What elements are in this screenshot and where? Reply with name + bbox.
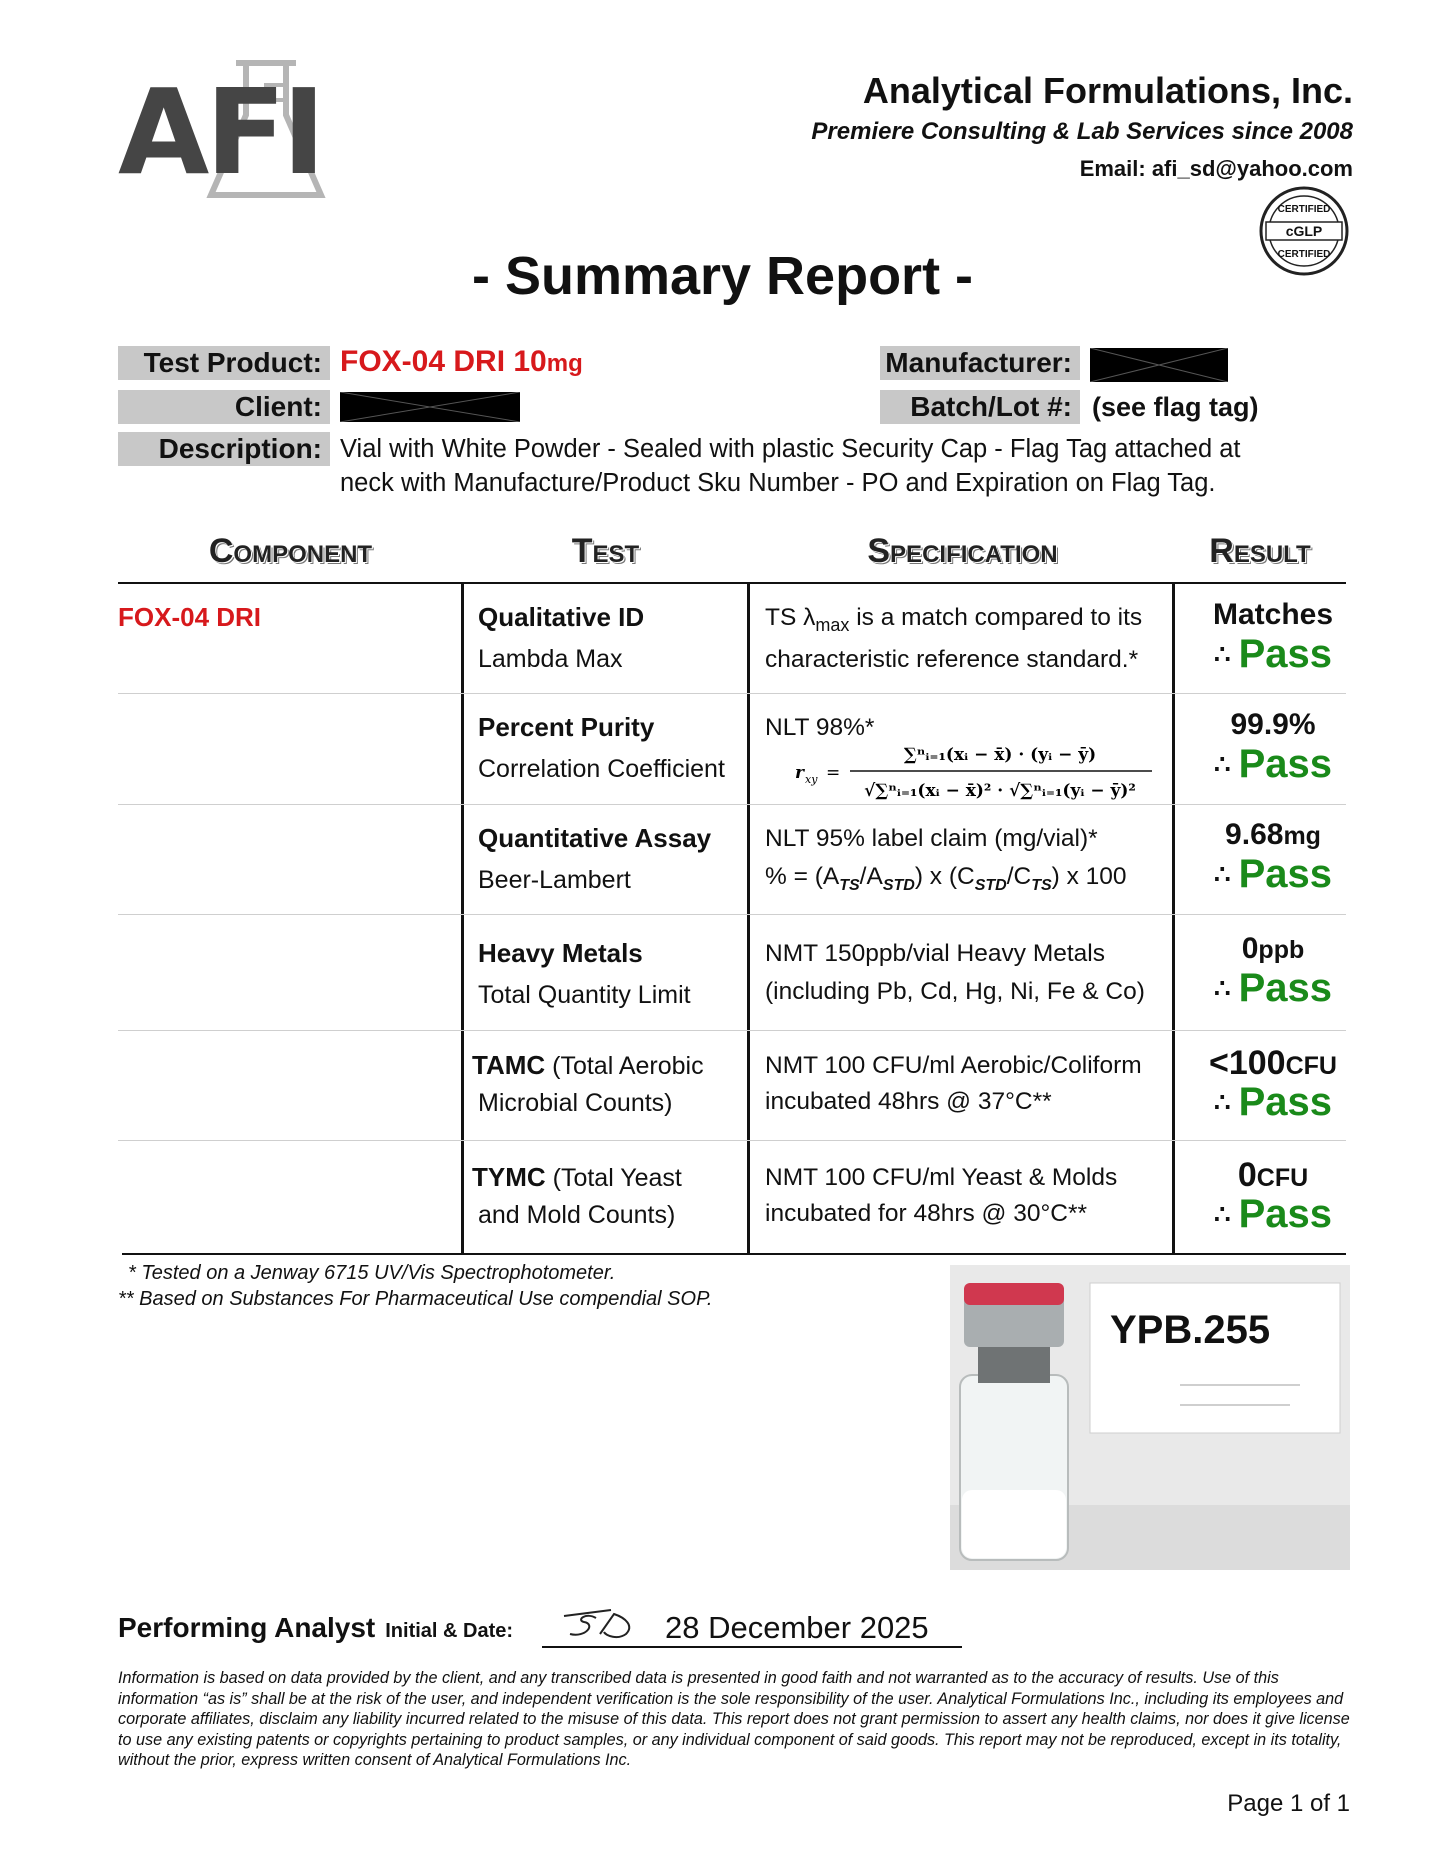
- table-top-rule: [118, 582, 1346, 584]
- header-component: Component: [208, 532, 373, 570]
- test-sub: Correlation Coefficient: [478, 755, 725, 783]
- test-sub: Beer-Lambert: [478, 866, 631, 894]
- result-value: Matches: [1212, 598, 1334, 631]
- spec-line-2: incubated for 48hrs @ 30°C**: [765, 1200, 1088, 1227]
- test-name: TAMC: [472, 1050, 546, 1080]
- pass-indicator: ∴ Pass: [1214, 1080, 1332, 1124]
- page-number: Page 1 of 1: [1227, 1790, 1350, 1817]
- spec-line-2: incubated 48hrs @ 37°C**: [765, 1088, 1052, 1115]
- formula-lhs: r: [795, 763, 804, 783]
- batch-label: Batch/Lot #:: [880, 390, 1080, 424]
- test-product-label: Test Product:: [118, 346, 330, 380]
- analyst-signature: [556, 1604, 646, 1646]
- test-name: Quantitative Assay: [478, 823, 712, 853]
- pass-indicator: ∴ Pass: [1214, 632, 1332, 676]
- result-value: <100CFU: [1209, 1044, 1337, 1082]
- table-bottom-rule: [122, 1253, 1346, 1255]
- spec-line-2: (including Pb, Cd, Hg, Ni, Fe & Co): [765, 978, 1145, 1005]
- pass-indicator: ∴ Pass: [1214, 1192, 1332, 1236]
- vial-photo: [950, 1265, 1350, 1570]
- pass-indicator: ∴ Pass: [1214, 742, 1332, 786]
- flag-tag-label: YPB.255: [1110, 1308, 1271, 1352]
- spec-cell: [765, 1052, 1142, 1116]
- spec-cell: [765, 940, 1145, 1006]
- spec-line: is a match compared to its: [849, 604, 1143, 631]
- spec-line: TS λ: [765, 604, 816, 631]
- table-row: [478, 938, 691, 1010]
- test-sub: Total Quantity Limit: [478, 981, 691, 1009]
- test-name: TYMC: [472, 1162, 546, 1192]
- formula-eq: =: [826, 763, 841, 783]
- report-title: - Summary Report -: [471, 246, 974, 306]
- spec-cell: [765, 1164, 1117, 1228]
- manufacturer-redacted: [1090, 348, 1228, 382]
- table-row: [478, 823, 711, 895]
- manufacturer-label: Manufacturer:: [880, 346, 1080, 380]
- result-value: 0CFU: [1237, 1156, 1309, 1194]
- footnote-1: * Tested on a Jenway 6715 UV/Vis Spectrophotometer.: [128, 1262, 616, 1284]
- result-value: 0ppb: [1241, 932, 1305, 965]
- col-divider-1: [461, 582, 464, 1255]
- analyst-date: 28 December 2025: [665, 1610, 929, 1645]
- col-divider-2: [747, 582, 750, 1255]
- logo-text: AFI: [118, 63, 322, 201]
- signature-line: [542, 1646, 962, 1648]
- description-value: [340, 432, 1340, 500]
- row-divider: [118, 914, 1346, 915]
- table-row: [478, 712, 725, 784]
- header-specification: Specification: [867, 532, 1058, 570]
- formula-numerator: ∑ⁿᵢ₌₁(xᵢ − x̄) · (yᵢ − ȳ): [903, 745, 1097, 765]
- spec-line: NMT 150ppb/vial Heavy Metals: [765, 940, 1105, 967]
- table-row: [472, 1162, 682, 1230]
- spec-line: NMT 100 CFU/ml Aerobic/Coliform: [765, 1052, 1142, 1079]
- component-name: FOX-04 DRI: [118, 602, 262, 632]
- company-logo: [118, 55, 343, 205]
- row-divider: [118, 1030, 1346, 1031]
- spec-line-2: characteristic reference standard.*: [765, 645, 1139, 673]
- row-divider: [118, 693, 1346, 694]
- test-product-value: [340, 345, 583, 381]
- test-sub: Microbial Counts): [478, 1089, 673, 1117]
- client-label: Client:: [118, 390, 330, 424]
- batch-value: (see flag tag): [1092, 392, 1259, 422]
- formula-denominator: √∑ⁿᵢ₌₁(xᵢ − x̄)² · √∑ⁿᵢ₌₁(yᵢ − ȳ)²: [864, 781, 1136, 801]
- test-sub: Lambda Max: [478, 645, 623, 673]
- company-name: Analytical Formulations, Inc.: [862, 70, 1353, 111]
- test-name: Heavy Metals: [478, 938, 643, 968]
- row-divider: [118, 804, 1346, 805]
- client-redacted: [340, 392, 520, 422]
- beer-lambert-formula: % = $(A_{TS}/A_{STD})$ x $(C_{STD}/C_{TS})$ x 100: [765, 863, 1127, 894]
- spec-line: NLT 95% label claim (mg/vial)*: [765, 825, 1098, 852]
- test-name-rest: (Total Yeast: [545, 1164, 682, 1192]
- description-label: Description:: [118, 432, 330, 466]
- footnote-2: ** Based on Substances For Pharmaceutical Use compendial SOP.: [118, 1288, 713, 1310]
- spec-cell: [765, 825, 1127, 895]
- pass-indicator: ∴ Pass: [1214, 852, 1332, 896]
- spec-sub: max: [815, 614, 850, 635]
- spec-line: NMT 100 CFU/ml Yeast & Molds: [765, 1164, 1118, 1191]
- header-result: Result: [1209, 532, 1311, 570]
- test-product-name: FOX-04 DRI 10: [340, 345, 547, 378]
- col-divider-3: [1172, 582, 1175, 1255]
- spec-cell: [765, 604, 1142, 674]
- result-value: 99.9%: [1230, 708, 1316, 741]
- test-name-rest: (Total Aerobic: [545, 1052, 704, 1080]
- company-tagline: Premiere Consulting & Lab Services since 2008: [811, 118, 1353, 145]
- seal-bottom-text: CERTIFIED: [1277, 249, 1331, 260]
- spec-line: NLT 98%*: [765, 714, 875, 741]
- seal-middle-text: cGLP: [1285, 223, 1323, 239]
- seal-top-text: CERTIFIED: [1277, 204, 1331, 215]
- correlation-formula: [790, 738, 1160, 804]
- pass-indicator: ∴ Pass: [1214, 966, 1332, 1010]
- description-line-1: Vial with White Powder - Sealed with plastic Security Cap - Flag Tag attached at: [340, 435, 1241, 463]
- test-name: Qualitative ID: [478, 602, 645, 632]
- disclaimer: Information is based on data provided by the client, and any transcribed data is presented in good faith and not warranted as to the accuracy of results. Use of this information “as is” shall be at the risk of the user, and independent verification is the sole responsibility of the user. Analytical Formulations Inc., including its employees and corporate affiliates, disclaim any liability incurred related to the misuse of this data. This report does not grant permission to assert any health claims, nor does it give license to use any existing patents or copyrights pertaining to product samples, or any individual component of said goods. This report may not be reproduced, except in its totality, without the prior, express written consent of Analytical Formulations Inc.: [118, 1669, 1350, 1769]
- description-line-2: neck with Manufacture/Product Sku Number - PO and Expiration on Flag Tag.: [340, 469, 1216, 497]
- test-name: Percent Purity: [478, 712, 655, 742]
- company-header: [811, 70, 1353, 182]
- header-test: Test: [571, 532, 640, 570]
- analyst-label: Performing Analyst Initial & Date:: [118, 1612, 514, 1643]
- result-value: 9.68mg: [1225, 818, 1321, 851]
- formula-lhs-sub: xy: [805, 773, 818, 786]
- company-email: Email: afi_sd@yahoo.com: [1079, 156, 1353, 181]
- table-row: [478, 602, 644, 674]
- row-divider: [118, 1140, 1346, 1141]
- test-sub: and Mold Counts): [478, 1201, 676, 1229]
- test-product-unit: mg: [546, 350, 583, 377]
- table-row: [472, 1050, 704, 1118]
